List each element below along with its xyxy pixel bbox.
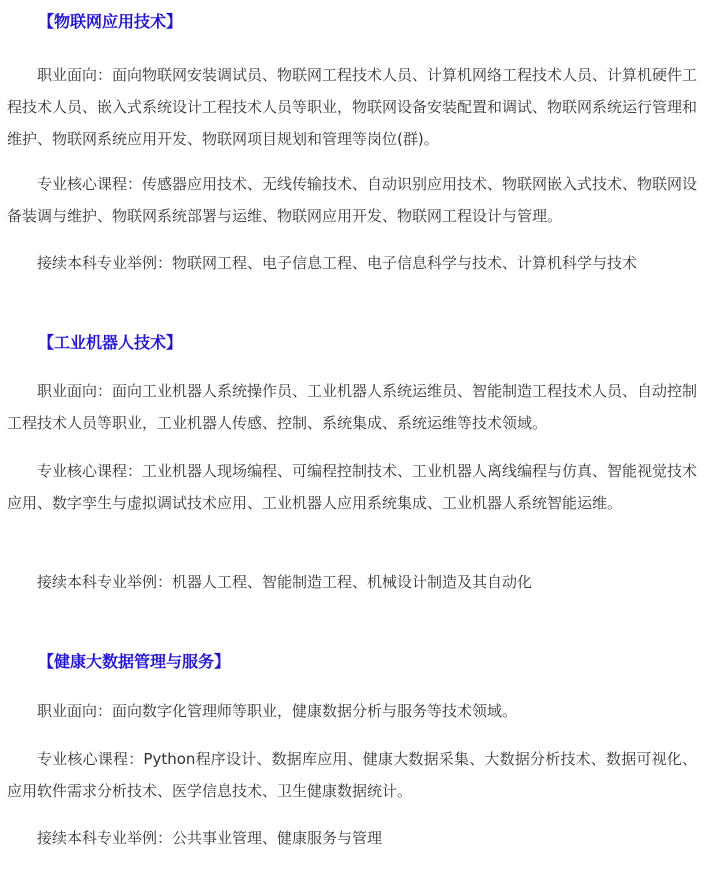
section-robotics-bachelor: 接续本科专业举例：机器人工程、智能制造工程、机械设计制造及其自动化 <box>37 573 533 591</box>
section-heading-health-data: 【健康大数据管理与服务】 <box>38 652 231 671</box>
section-iot-courses: 专业核心课程：传感器应用技术、无线传输技术、自动识别应用技术、物联网嵌入式技术、物联网设备装调与维护、物联网系统部署与运维、物联网应用开发、物联网工程设计与管理。 <box>7 175 698 225</box>
section-health-bachelor: 接续本科专业举例：公共事业管理、健康服务与管理 <box>37 829 383 847</box>
section-heading-iot: 【物联网应用技术】 <box>38 12 183 31</box>
section-robotics-career: 职业面向：面向工业机器人系统操作员、工业机器人系统运维员、智能制造工程技术人员、自动控制工程技术人员等职业，工业机器人传感、控制、系统集成、系统运维等技术领域。 <box>7 382 698 432</box>
section-iot-bachelor: 接续本科专业举例：物联网工程、电子信息工程、电子信息科学与技术、计算机科学与技术 <box>37 254 638 272</box>
section-heading-robotics: 【工业机器人技术】 <box>38 333 183 352</box>
section-health-courses: 专业核心课程：Python程序设计、数据库应用、健康大数据采集、大数据分析技术、数据可视化、应用软件需求分析技术、医学信息技术、卫生健康数据统计。 <box>7 750 697 800</box>
section-robotics-courses: 专业核心课程：工业机器人现场编程、可编程控制技术、工业机器人离线编程与仿真、智能视觉技术应用、数字孪生与虚拟调试技术应用、工业机器人应用系统集成、工业机器人系统智能运维。 <box>7 462 698 512</box>
section-iot-career: 职业面向：面向物联网安装调试员、物联网工程技术人员、计算机网络工程技术人员、计算机硬件工程技术人员、嵌入式系统设计工程技术人员等职业，物联网设备安装配置和调试、物联网系统运行管理和维护、物联网系统应用开发、物联网项目规划和管理等岗位(群)。 <box>7 66 698 148</box>
section-health-career: 职业面向：面向数字化管理师等职业，健康数据分析与服务等技术领域。 <box>37 702 518 720</box>
